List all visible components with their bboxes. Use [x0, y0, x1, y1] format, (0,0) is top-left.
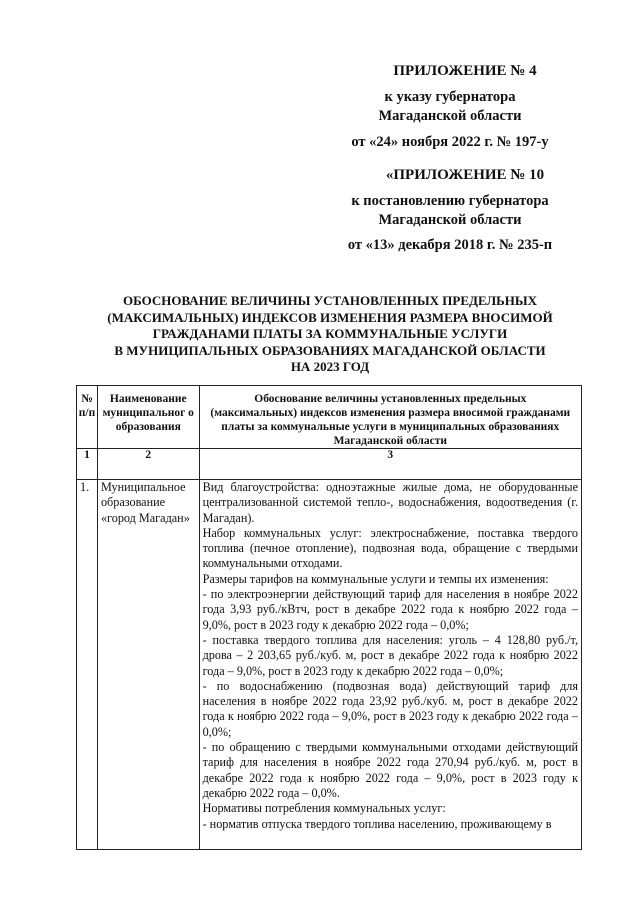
row-number: 1. [77, 480, 98, 850]
paragraph-water: - по водоснабжению (подвозная вода) действующий тариф для населения в ноябре 2022 года 23,92 руб./куб. м, рост в декабре 2022 года к ноябрю 2022 года – 9,0%, рост в 2023 году к декабрю 2022 года – 0,0%; [202, 678, 578, 739]
annex4-date: от «24» ноября 2022 г. № 197-у [351, 134, 549, 150]
col-number-2: 2 [97, 449, 199, 480]
title-line-4: В МУНИЦИПАЛЬНЫХ ОБРАЗОВАНИЯХ МАГАДАНСКОЙ ОБЛАСТИ [114, 342, 546, 358]
municipality-name: Муниципальное образование «город Магадан» [97, 480, 199, 850]
annex4-line1: к указу губернатора [384, 89, 516, 105]
paragraph-solid-fuel: - поставка твердого топлива для населения: уголь – 4 128,80 руб./т, дрова – 2 203,65 руб./куб. м, рост в декабре 2022 года к ноябрю 2022 года – 9,0%, рост в 2023 году к декабрю 2022 года – 0,0%; [202, 632, 578, 678]
header-num: № п/п [77, 386, 98, 449]
table-header-row [77, 386, 582, 449]
paragraph-electricity: - по электроэнергии действующий тариф для населения в ноябре 2022 года 3,93 руб./кВтч, рост в декабре 2022 года к ноябрю 2022 года – 9,0%, рост в 2023 году к декабрю 2022 года – 0,0%; [202, 587, 578, 632]
title-line-2: (МАКСИМАЛЬНЫХ) ИНДЕКСОВ ИЗМЕНЕНИЯ РАЗМЕРА ВНОСИМОЙ [107, 309, 553, 325]
table-row [77, 480, 582, 850]
column-number-row [77, 449, 582, 480]
annex10-line1: к постановлению губернатора [351, 193, 549, 209]
paragraph-norms-heading: Нормативы потребления коммунальных услуг: [202, 801, 446, 816]
document-title [60, 293, 600, 376]
header-justification: Обоснование величины установленных предельных (максимальных) индексов изменения размера вносимой гражданами платы за коммунальные услуги в муниципальных образованиях Магаданской области [199, 386, 581, 449]
annex4-title: ПРИЛОЖЕНИЕ № 4 [393, 63, 537, 79]
justification-table [76, 385, 582, 850]
title-line-1: ОБОСНОВАНИЕ ВЕЛИЧИНЫ УСТАНОВЛЕННЫХ ПРЕДЕЛЬНЫХ [122, 293, 538, 308]
header-municipality: Наименование муниципальног о образования [97, 386, 199, 449]
col-number-3: 3 [199, 449, 581, 480]
paragraph-amenities: Вид благоустройства: одноэтажные жилые дома, не оборудованные централизованной системой тепло-, водоснабжения, водоотведения (г. Магадан). [202, 480, 578, 525]
justification-text [199, 480, 581, 850]
paragraph-fuel-norm: - норматив отпуска твердого топлива населению, проживающему в [202, 816, 552, 831]
annex10-title: «ПРИЛОЖЕНИЕ № 10 [385, 167, 545, 183]
annex10-line2: Магаданской области [378, 212, 522, 228]
annex10-date: от «13» декабря 2018 г. № 235-п [347, 237, 553, 253]
col-number-1: 1 [77, 449, 98, 480]
annex4-line2: Магаданской области [378, 108, 522, 124]
paragraph-tariffs-heading: Размеры тарифов на коммунальные услуги и темпы их изменения: [202, 571, 549, 586]
paragraph-services: Набор коммунальных услуг: электроснабжение, поставка твердого топлива (печное отопление), подвозная вода, обращение с твердыми коммунальными отходами. [202, 525, 578, 571]
title-line-5: НА 2023 ГОД [290, 359, 370, 374]
title-line-3: ГРАЖДАНАМИ ПЛАТЫ ЗА КОММУНАЛЬНЫЕ УСЛУГИ [152, 326, 508, 341]
paragraph-waste: - по обращению с твердыми коммунальными отходами действующий тариф для населения в ноябре 2022 года 270,94 руб./куб. м, рост в декабре 2022 года к ноябрю 2022 года – 9,0%, рост в 2023 году к декабрю 2022 года – 0,0%. [202, 740, 578, 800]
